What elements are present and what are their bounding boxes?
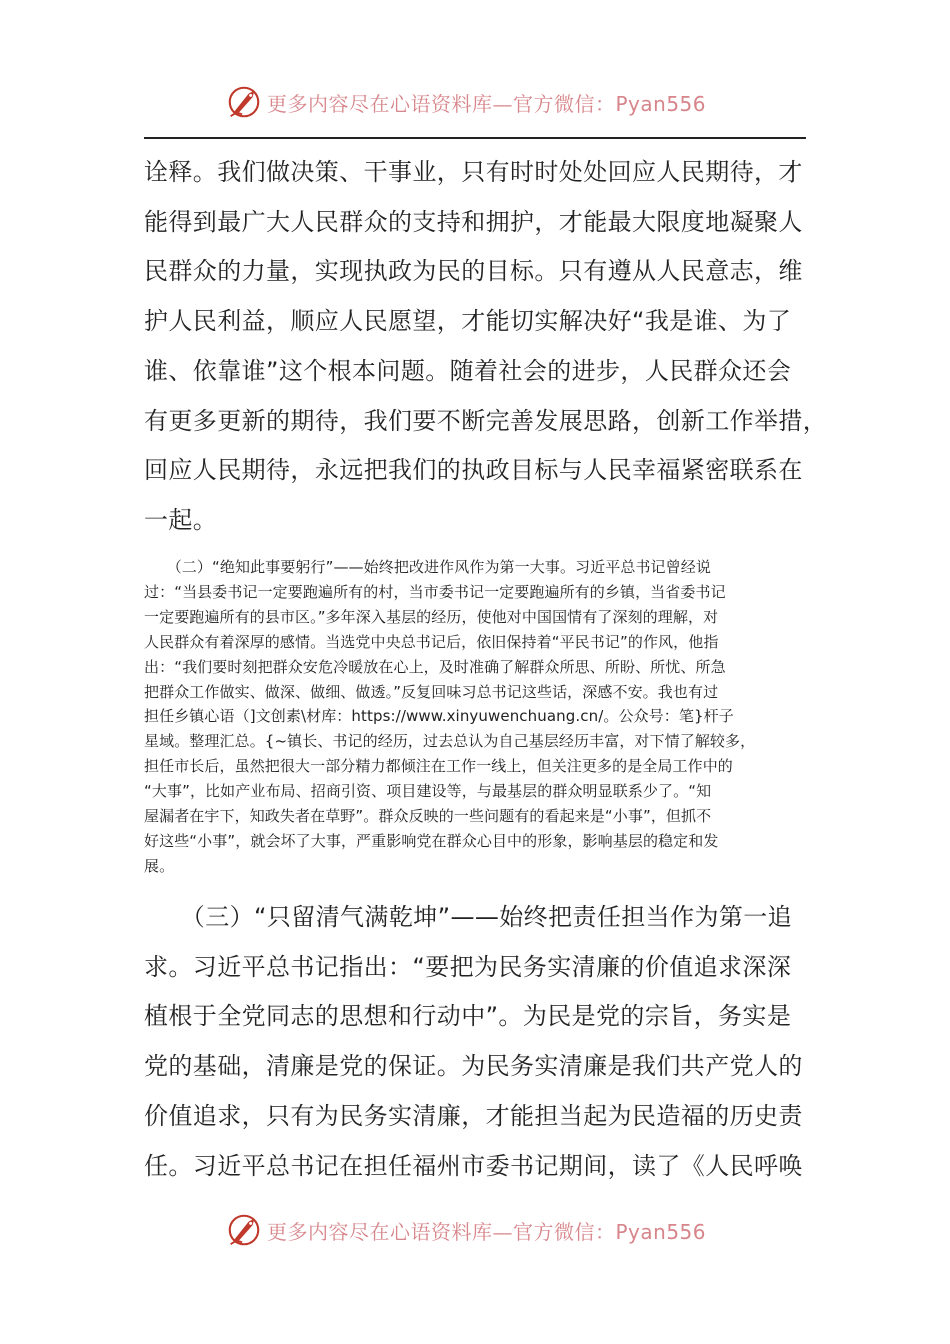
paragraph-3-line: 植根于全党同志的思想和行动中”。为民是党的宗旨，务实是 — [144, 1002, 792, 1031]
paragraph-2-line: 出：“我们要时刻把群众安危冷暖放在心上，及时准确了解群众所思、所盼、所忧、所急 — [144, 657, 726, 676]
paragraph-2-line: 星域。整理汇总。{~镇长、书记的经历，过去总认为自己基层经历丰富，对下情了解较多， — [144, 732, 756, 751]
paragraph-1-line: 回应人民期待，永远把我们的执政目标与人民幸福紧密联系在 — [144, 456, 803, 485]
paragraph-2-line: 好这些“小事”，就会坏了大事，严重影响党在群众心目中的形象，影响基层的稳定和发 — [144, 831, 719, 850]
paragraph-1 — [144, 148, 828, 546]
pen-nib-circle-icon — [225, 1211, 263, 1249]
paragraph-3-line: 价值追求，只有为民务实清廉，才能担当起为民造福的历史责 — [144, 1101, 803, 1130]
paragraph-1-line: 护人民利益，顺应人民愿望，才能切实解决好“我是谁、为了 — [144, 307, 792, 336]
paragraph-2-line: 一定要跑遍所有的县市区。”多年深入基层的经历，使他对中国国情有了深刻的理解，对 — [144, 607, 719, 626]
pen-nib-circle-icon — [225, 83, 263, 121]
paragraph-1-line: 民群众的力量，实现执政为民的目标。只有遵从人民意志，维 — [144, 257, 803, 286]
paragraph-3 — [144, 893, 824, 1191]
paragraph-2-line: 屋漏者在宇下，知政失者在草野”。群众反映的一些问题有的看起来是“小事”，但抓不 — [144, 807, 712, 826]
footer-wechat-id: Pyan556 — [615, 1219, 707, 1244]
paragraph-1-line: 谁、依靠谁”这个根本问题。随着社会的进步，人民群众还会 — [144, 356, 792, 385]
footer-banner-text — [267, 1216, 706, 1245]
paragraph-2-line: “大事”，比如产业布局、招商引资、项目建设等，与最基层的群众明显联系少了。“知 — [144, 782, 712, 801]
paragraph-3-line: 任。习近平总书记在担任福州市委书记期间，读了《人民呼唤 — [144, 1151, 803, 1180]
paragraph-3-line: （三）“只留清气满乾坤”——始终把责任担当作为第一追 — [144, 903, 793, 931]
header-wechat-id: Pyan556 — [615, 91, 707, 116]
header-rule — [144, 137, 806, 139]
header-banner-text — [267, 88, 706, 117]
header-banner-label: 更多内容尽在心语资料库—官方微信： — [267, 91, 616, 116]
paragraph-2 — [144, 555, 824, 879]
paragraph-1-line: 能得到最广大人民群众的支持和拥护，才能最大限度地凝聚人 — [144, 207, 803, 236]
paragraph-2-line: 担任市长后，虽然把很大一部分精力都倾注在工作一线上，但关注更多的是全局工作中的 — [144, 757, 733, 776]
paragraph-2-line: （二）“绝知此事要躬行”——始终把改进作风作为第一大事。习近平总书记曾经说 — [144, 558, 711, 576]
paragraph-2-line: 展。 — [144, 856, 175, 875]
paragraph-2-line: 担任乡镇心语（]文创素\材库：https://www.xinyuwenchuang.cn/。公众号：笔}杆子 — [144, 707, 734, 726]
paragraph-1-line: 有更多更新的期待，我们要不断完善发展思路，创新工作举措， — [144, 406, 828, 435]
footer-banner-label: 更多内容尽在心语资料库—官方微信： — [267, 1219, 616, 1244]
paragraph-3-line: 党的基础，清廉是党的保证。为民务实清廉是我们共产党人的 — [144, 1052, 803, 1081]
paragraph-2-line: 人民群众有着深厚的感情。当选党中央总书记后，依旧保持着“平民书记”的作风，他指 — [144, 632, 719, 651]
paragraph-1-line: 一起。 — [144, 505, 218, 534]
footer-banner — [225, 1210, 745, 1250]
paragraph-2-line: 把群众工作做实、做深、做细、做透。”反复回味习总书记这些话，深感不安。我也有过 — [144, 682, 719, 701]
paragraph-3-line: 求。习近平总书记指出：“要把为民务实清廉的价值追求深深 — [144, 952, 792, 981]
paragraph-2-line: 过：“当县委书记一定要跑遍所有的村，当市委书记一定要跑遍所有的乡镇，当省委书记 — [144, 582, 726, 601]
paragraph-1-line: 诠释。我们做决策、干事业，只有时时处处回应人民期待，才 — [144, 158, 803, 186]
header-banner — [225, 82, 745, 122]
